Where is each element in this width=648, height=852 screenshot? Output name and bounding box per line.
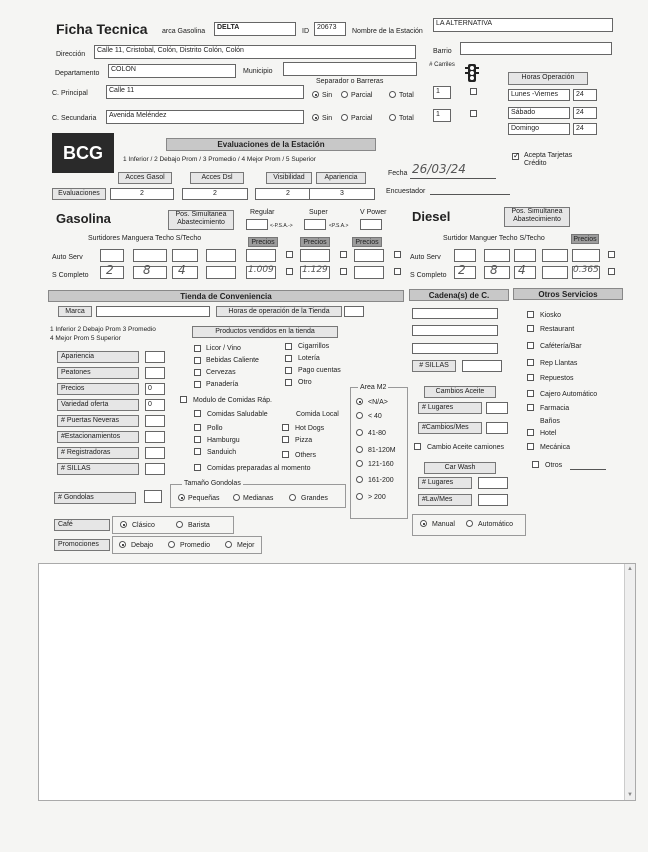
comida-local-label: Comida Local [296,411,339,418]
prod-panaderia-check[interactable] [194,381,201,388]
diesel-precios-button[interactable]: Precios [571,234,599,244]
comida-sanduich-label: Sanduich [207,449,237,456]
tienda-row-sillas[interactable]: # SILLAS [57,463,139,475]
gondolas-medianas-label: Medianas [243,495,274,502]
cafe-barista-label: Barista [188,522,210,529]
tienda-val-peatones[interactable] [145,367,165,379]
apariencia-button[interactable]: Apariencia [316,172,366,184]
tienda-marca-button[interactable]: Marca [58,306,92,317]
municipio-field[interactable] [283,62,417,76]
scroll-down-icon[interactable]: ▼ [627,792,633,798]
prod-bebidas-check[interactable] [194,357,201,364]
otros-banos-label: Baños [540,418,560,425]
c-principal-field[interactable]: Calle 11 [106,85,304,99]
gas-as-super-check[interactable] [340,251,347,258]
lunes-viernes-field[interactable]: 24 [573,89,597,101]
domingo-label: Domingo [508,123,570,135]
carwash-lav-mes-field[interactable] [478,494,508,506]
prod-pago-check[interactable] [285,367,292,374]
cambios-aceite-button[interactable]: Cambios Aceite [424,386,496,398]
departamento-label: Departamento [55,70,100,77]
gas-sc-stecho[interactable] [206,266,236,279]
prod-pago-label: Pago cuentas [298,367,341,374]
gondolas-pequenas-radio[interactable] [178,494,185,501]
area-81-120-label: 81-120M [368,447,396,454]
acces-dsl-button[interactable]: Acces Dsl [190,172,244,184]
tienda-band: Tienda de Conveniencia [48,290,404,302]
gas-as-techo[interactable] [172,249,198,262]
aceite-lugares-button[interactable]: # Lugares [418,402,482,414]
tienda-row-variedad[interactable]: Variedad oferta [57,399,139,411]
barrio-field[interactable] [460,42,612,55]
traffic-light-icon [464,64,480,82]
comida-hamburgu-label: Hamburgu [207,437,240,444]
otros-hotel-label: Hotel [540,430,557,437]
barrio-label: Barrio [433,48,452,55]
area-121-160-radio[interactable] [356,460,363,467]
gondolas-button[interactable]: # Gondolas [54,492,136,504]
domingo-field[interactable]: 24 [573,123,597,135]
otros-repuestos-label: Repuestos [540,375,574,382]
gasolina-precios-vpower[interactable]: Precios [352,237,382,247]
diesel-title: Diesel [412,209,451,224]
cadena-marca-field-2[interactable] [412,325,498,336]
otros-mecanica-check[interactable] [527,443,534,450]
prod-otro-check[interactable] [285,379,292,386]
acces-gasol-value[interactable]: 2 [110,188,174,200]
diesel-pos-simultanea-button[interactable]: Pos. Simultanea Abastecimiento [504,207,570,227]
gondolas-medianas-radio[interactable] [233,494,240,501]
carwash-auto-radio[interactable] [466,520,473,527]
aceite-cambios-mes-field[interactable] [486,422,508,434]
tienda-val-registradoras[interactable] [145,447,165,459]
aceite-camiones-label: Cambio Aceite camiones [427,444,505,451]
gas-sc-manguera-hw: 8 [143,263,151,277]
nombre-label: Nombre de la Estación [352,28,423,35]
gas-sc-techo-hw: 4 [178,263,186,277]
c-secundaria-label: C. Secundaria [52,115,97,122]
tienda-scale-2: 4 Mejor Prom 5 Superior [50,335,121,342]
fecha-handwritten: 26/03/24 [412,162,466,176]
area-m2-label: Area M2 [360,384,387,391]
dsl-sc-manguer-hw: 8 [490,263,498,277]
modulo-comidas-label: Modulo de Comidas Ráp. [193,397,272,404]
scroll-up-icon[interactable]: ▲ [627,566,633,572]
separador2-parcial-label: Parcial [351,115,373,122]
carriles-check-1[interactable] [470,88,477,95]
otros-kiosko-check[interactable] [527,311,534,318]
otros-hotel-check[interactable] [527,429,534,436]
carwash-manual-label: Manual [432,521,455,528]
tienda-row-neveras[interactable]: # Puertas Neveras [57,415,139,427]
tienda-val-variedad[interactable]: 0 [145,399,165,411]
separador-label: Separador o Barreras [316,78,384,85]
municipio-label: Municipio [243,68,273,75]
cafe-button[interactable]: Café [54,519,110,531]
c-secundaria-field[interactable]: Avenida Meléndez [106,110,304,124]
prod-cigarrillos-check[interactable] [285,343,292,350]
fecha-label: Fecha [388,170,408,177]
otros-cafeteria-label: Cafétería/Bar [540,343,582,350]
cafe-group [112,516,234,534]
dsl-sc-surtidor-hw: 2 [458,263,466,277]
vpower-field[interactable] [360,219,382,230]
gas-sc-surtidores-hw: 2 [106,263,114,277]
fecha-line [410,178,496,179]
comida-others-label: Others [295,452,317,459]
diesel-auto-serv-label: Auto Serv [410,254,441,261]
comida-pollo-check[interactable] [194,424,201,431]
dsl-sc-stecho[interactable] [542,266,568,279]
cafe-clasico-label: Clásico [132,522,155,529]
prod-licor-label: Licor / Vino [206,345,241,352]
tienda-row-estacionamientos[interactable]: #Estacionamientos [57,431,139,443]
tienda-row-registradoras[interactable]: # Registradoras [57,447,139,459]
area-200-label: > 200 [368,494,386,501]
gas-sc-regular-check[interactable] [286,268,293,275]
comida-saludable-label: Comidas Saludable [207,411,268,418]
horas-operacion-button[interactable]: Horas Operación [508,72,588,85]
separador2-sin-label: Sin [322,115,333,122]
direccion-field[interactable]: Calle 11, Cristobal, Colón, Distrito Colón, Colón [94,45,416,59]
separador2-total-radio[interactable] [389,114,396,121]
marca-label: arca Gasolina [162,28,206,35]
dsl-as-surtidor[interactable] [454,249,476,262]
super-label: Super [309,209,328,216]
gas-sc-super-hw: 1.129 [302,265,328,275]
id-field[interactable]: 20673 [314,22,346,36]
prod-cigarrillos-label: Cigarrillos [298,343,330,350]
gondolas-grandes-radio[interactable] [289,494,296,501]
prod-loteria-check[interactable] [285,355,292,362]
gas-as-stecho[interactable] [206,249,236,262]
otros-cajero-label: Cajero Automático [540,391,598,398]
area-41-80-radio[interactable] [356,429,363,436]
regular-field[interactable] [246,219,268,230]
gas-sc-regular-hw: 1.009 [248,265,274,275]
otros-otros-label: Otros [545,462,563,469]
prod-licor-check[interactable] [194,345,201,352]
gas-sc-super-check[interactable] [340,268,347,275]
area-161-200-label: 161-200 [368,477,394,484]
tienda-val-estacionamientos[interactable] [145,431,165,443]
area-40-radio[interactable] [356,412,363,419]
gasolina-precios-super[interactable]: Precios [300,237,330,247]
marca-field[interactable]: DELTA [214,22,296,36]
tienda-horas-field[interactable] [344,306,364,317]
otros-farmacia-label: Farmacia [540,405,570,412]
cafe-barista-radio[interactable] [176,521,183,528]
separador2-parcial-radio[interactable] [341,114,348,121]
promociones-button[interactable]: Promociones [54,539,110,551]
lunes-viernes-label: Lunes -Viernes [508,89,570,101]
separador1-total-label: Total [399,92,414,99]
otros-llantas-label: Rep Llantas [540,360,578,367]
dsl-as-techo[interactable] [514,249,536,262]
prod-cervezas-label: Cervezas [206,369,236,376]
otros-cajero-check[interactable] [527,390,534,397]
visibilidad-button[interactable]: Visibilidad [266,172,312,184]
tamano-gondolas-label: Tamaño Gondolas [184,480,241,487]
prod-panaderia-label: Panadería [206,381,239,388]
prod-loteria-label: Lotería [298,355,320,362]
acces-dsl-value[interactable]: 2 [182,188,248,200]
apariencia-value[interactable]: 3 [309,188,375,200]
prod-bebidas-label: Bebidas Caliente [206,357,259,364]
modulo-comidas-check[interactable] [180,396,187,403]
prod-cervezas-check[interactable] [194,369,201,376]
diesel-columns: Surtidor Manguer Techo S/Techo [443,235,545,242]
cafe-clasico-radio[interactable] [120,521,127,528]
otros-restaurant-label: Restaurant [540,326,575,333]
gas-sc-vpower-check[interactable] [394,268,401,275]
tienda-scale-1: 1 Inferior 2 Debajo Prom 3 Promedio [50,326,156,333]
bcg-logo: BCG [52,133,114,173]
aceite-cambios-mes-button[interactable]: #Cambios/Mes [418,422,482,434]
visibilidad-value[interactable]: 2 [255,188,321,200]
sabado-label: Sábado [508,107,570,119]
separador1-parcial-label: Parcial [351,92,373,99]
psa-label-1: <-P.S.A.-> [270,223,293,229]
acces-gasol-button[interactable]: Acces Gasol [118,172,172,184]
promo-debajo-label: Debajo [131,542,154,549]
area-81-120-radio[interactable] [356,446,363,453]
comida-hamburgu-check[interactable] [194,436,201,443]
area-na-radio[interactable] [356,398,363,405]
area-na-label: <N/A> [368,399,388,406]
promo-promedio-label: Promedio [180,542,210,549]
gasolina-columns: Surtidores Manguera Techo S/Techo [88,235,202,242]
evaluaciones-scale: 1 Inferior / 2 Debajo Prom / 3 Promedio / 4 Mejor Prom / 5 Superior [123,156,316,163]
gondolas-grandes-label: Grandes [301,495,328,502]
departamento-field[interactable]: COLÓN [108,64,236,78]
separador1-sin-radio[interactable] [312,91,319,98]
comida-hotdogs-label: Hot Dogs [295,425,325,432]
gas-sc-vpower[interactable] [354,266,384,279]
separador2-sin-radio[interactable] [312,114,319,121]
comida-pollo-label: Pollo [207,425,223,432]
gasolina-auto-serv-label: Auto Serv [52,254,83,261]
notes-scrollbar[interactable] [624,564,635,800]
tienda-val-apariencia[interactable] [145,351,165,363]
dsl-sc-check[interactable] [608,268,615,275]
gondolas-field[interactable] [144,490,162,503]
otros-restaurant-check[interactable] [527,325,534,332]
promo-mejor-label: Mejor [237,542,255,549]
otros-otros-check[interactable] [532,461,539,468]
regular-label: Regular [250,209,275,216]
otros-otros-line [570,469,606,470]
tienda-row-peatones[interactable]: Peatones [57,367,139,379]
cadena-marca-field-1[interactable] [412,308,498,319]
prod-otro-label: Otro [298,379,312,386]
separador1-total-radio[interactable] [389,91,396,98]
gasolina-precios-regular[interactable]: Precios [248,237,278,247]
dsl-as-stecho[interactable] [542,249,568,262]
carriles-field-1[interactable]: 1 [433,86,451,99]
dsl-sc-techo-hw: 4 [518,263,526,277]
carwash-lugares-field[interactable] [478,477,508,489]
carwash-auto-label: Automático [478,521,514,528]
gas-as-surtidores[interactable] [100,249,124,262]
evaluaciones-band: Evaluaciones de la Estación [166,138,376,151]
dsl-as-manguer[interactable] [484,249,510,262]
tarjetas-checkbox[interactable] [512,153,519,160]
carriles-check-2[interactable] [470,110,477,117]
otros-mecanica-label: Mecánica [540,444,570,451]
comidas-preparadas-label: Comidas preparadas al momento [207,465,311,472]
tarjetas-label: Acepta Tarjetas Crédito [524,152,573,167]
gas-as-manguera[interactable] [133,249,167,262]
c-principal-label: C. Principal [52,90,88,97]
nombre-field[interactable]: LA ALTERNATIVA [433,18,613,32]
separador1-parcial-radio[interactable] [341,91,348,98]
carwash-manual-radio[interactable] [420,520,427,527]
promo-debajo-radio[interactable] [119,541,126,548]
area-121-160-label: 121-160 [368,461,394,468]
gasolina-title: Gasolina [56,211,111,226]
tienda-val-sillas[interactable] [145,463,165,475]
diesel-s-completo-label: S Completo [410,272,447,279]
gas-as-vpower-check[interactable] [394,251,401,258]
gas-as-super[interactable] [300,249,330,262]
vpower-label: V Power [360,209,387,216]
tienda-val-precios[interactable]: 0 [145,383,165,395]
otros-repuestos-check[interactable] [527,374,534,381]
super-field[interactable] [304,219,326,230]
comida-others-check[interactable] [282,451,289,458]
carwash-lugares-button[interactable]: # Lugares [418,477,472,489]
carriles-label: # Carriles [429,62,455,68]
carwash-lav-mes-button[interactable]: #Lav/Mes [418,494,472,506]
comida-saludable-check[interactable] [194,410,201,417]
carriles-field-2[interactable]: 1 [433,109,451,122]
productos-button[interactable]: Productos vendidos en la tienda [192,326,338,338]
psa-label-2: <P.S.A.> [329,223,349,229]
otros-farmacia-check[interactable] [527,404,534,411]
encuestador-line [430,194,510,195]
gas-as-vpower[interactable] [354,249,384,262]
dsl-as-check[interactable] [608,251,615,258]
tienda-row-apariencia[interactable]: Apariencia [57,351,139,363]
gondolas-pequenas-label: Pequeñas [188,495,220,502]
promo-promedio-radio[interactable] [168,541,175,548]
cadena-band: Cadena(s) de C. [409,289,509,301]
otros-kiosko-label: Kiosko [540,312,562,319]
separador1-sin-label: Sin [322,92,333,99]
cadena-marca-field-3[interactable] [412,343,498,354]
cadena-sillas-button[interactable]: # SILLAS [412,360,456,372]
evaluaciones-button[interactable]: Evaluaciones [52,188,106,200]
page-title: Ficha Tecnica [56,21,148,37]
otros-servicios-band: Otros Servicios [513,288,623,300]
comida-sanduich-check[interactable] [194,448,201,455]
promo-mejor-radio[interactable] [225,541,232,548]
tienda-val-neveras[interactable] [145,415,165,427]
area-41-80-label: 41-80 [368,430,386,437]
separador2-total-label: Total [399,115,414,122]
tienda-horas-button[interactable]: Horas de operación de la Tienda [216,306,342,317]
comidas-preparadas-check[interactable] [194,464,201,471]
comida-pizza-label: Pizza [295,437,313,444]
gasolina-pos-simultanea-button[interactable]: Pos. Simultanea Abastecimiento [168,210,234,230]
otros-llantas-check[interactable] [527,359,534,366]
encuestador-label: Encuestador [386,188,426,195]
tienda-row-precios[interactable]: Precios [57,383,139,395]
dsl-as-precio[interactable] [572,249,600,262]
notes-textarea[interactable] [38,563,636,801]
sabado-field[interactable]: 24 [573,107,597,119]
comida-hotdogs-check[interactable] [282,424,289,431]
area-200-radio[interactable] [356,493,363,500]
gasolina-s-completo-label: S Completo [52,272,89,279]
aceite-camiones-check[interactable] [414,443,421,450]
aceite-lugares-field[interactable] [486,402,508,414]
cadena-sillas-field[interactable] [462,360,502,372]
tienda-marca-field[interactable] [96,306,210,317]
comida-pizza-check[interactable] [282,436,289,443]
dsl-sc-precio-hw: 0.365 [573,265,599,275]
area-40-label: < 40 [368,413,382,420]
gas-as-regular-check[interactable] [286,251,293,258]
id-label: ID [302,28,309,35]
gas-as-regular[interactable] [246,249,276,262]
area-161-200-radio[interactable] [356,476,363,483]
otros-cafeteria-check[interactable] [527,342,534,349]
direccion-label: Dirección [56,51,86,58]
car-wash-button[interactable]: Car Wash [424,462,496,474]
